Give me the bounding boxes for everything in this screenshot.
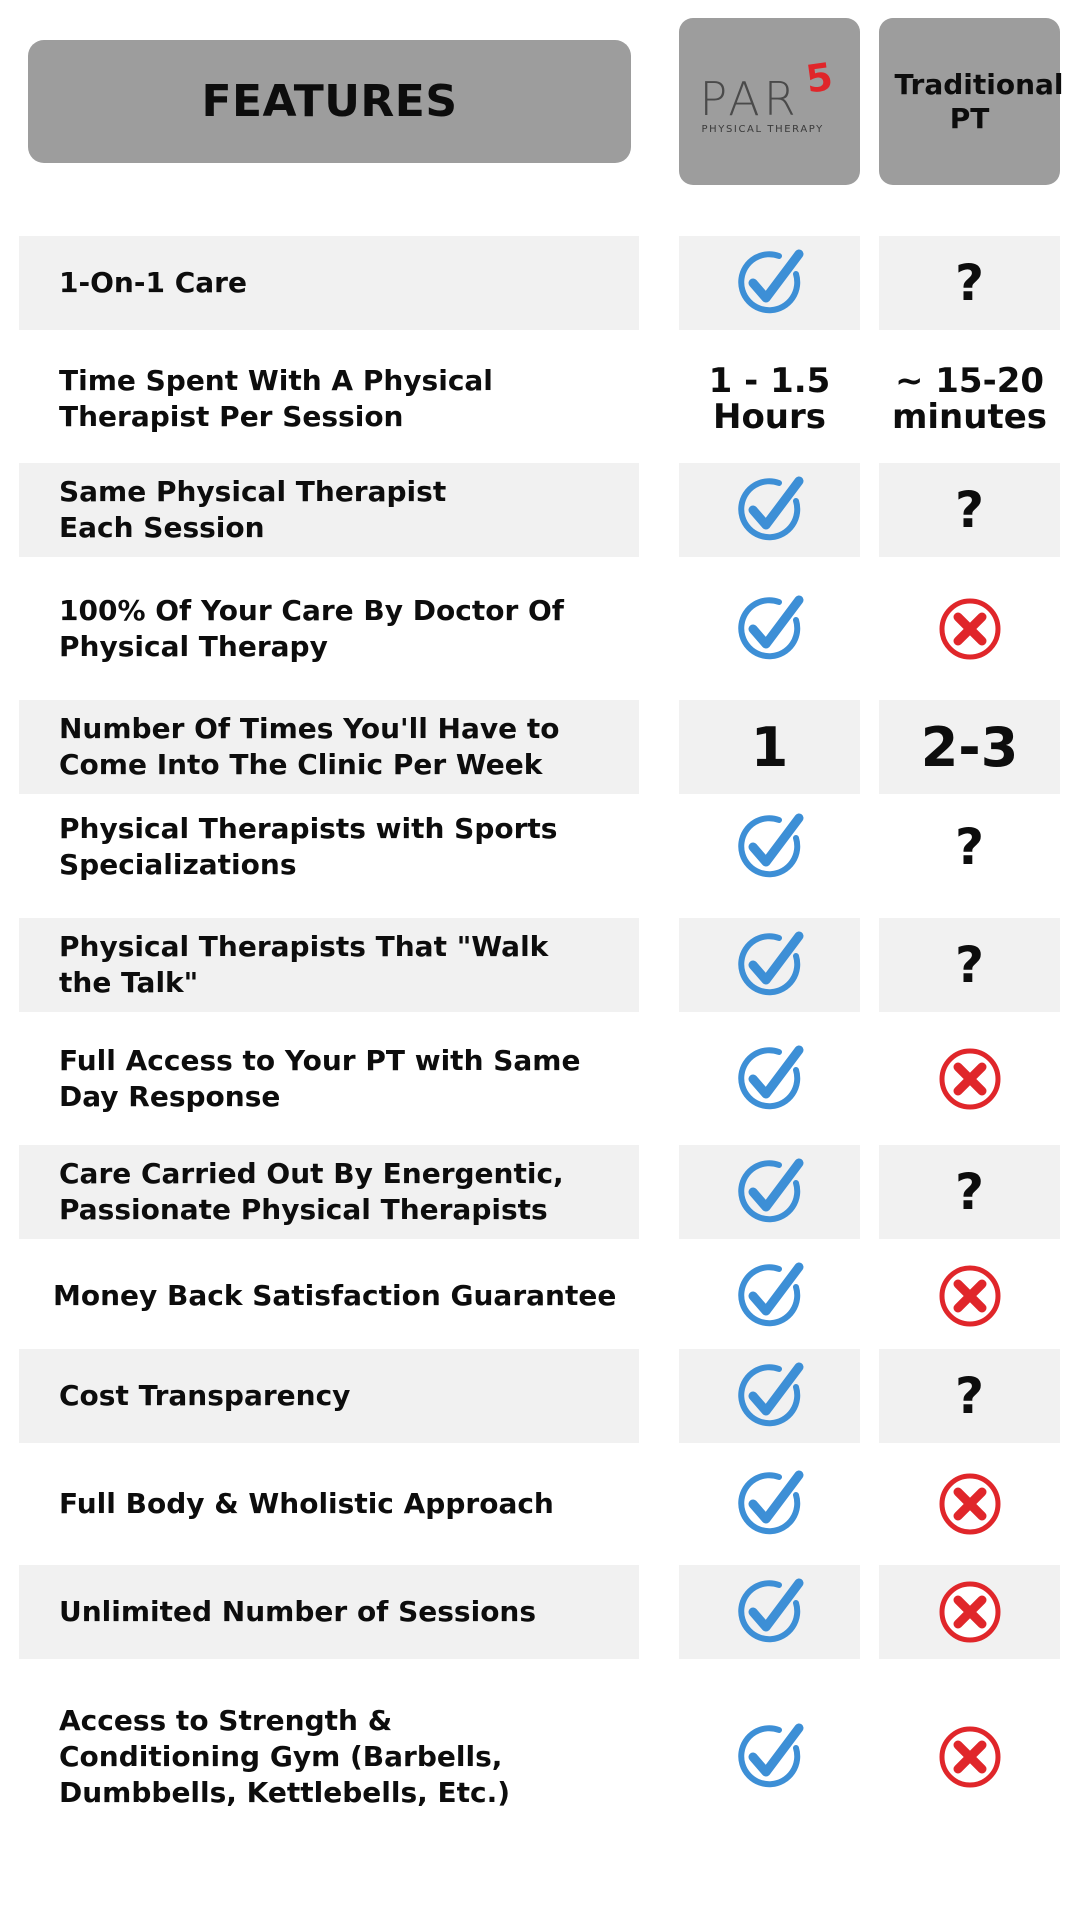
logo-number: 5 [802,53,835,102]
feature-label: Full Access to Your PT with Same Day Response [59,1044,581,1113]
traditional-cell [879,1349,1060,1443]
question-mark: ? [954,481,984,539]
feature-cell [19,344,639,454]
check-icon [735,1261,805,1331]
par5-cell [679,1145,860,1239]
traditional-cell [879,582,1060,676]
par5-cell [679,463,860,557]
feature-label: Full Body & Wholistic Approach [59,1487,554,1520]
check-icon [735,475,805,545]
traditional-cell [879,236,1060,330]
question-mark: ? [954,1367,984,1425]
feature-cell [19,918,639,1012]
traditional-cell [879,800,1060,894]
feature-label: Time Spent With A Physical Therapist Per Session [59,364,493,433]
question-mark: ? [954,818,984,876]
feature-label: Access to Strength & Conditioning Gym (Barbells, Dumbbells, Kettlebells, Etc.) [59,1704,511,1809]
cross-icon [938,1264,1002,1328]
par5-cell [679,918,860,1012]
par5-cell [679,700,860,794]
feature-label: Money Back Satisfaction Guarantee [53,1279,617,1312]
feature-cell [19,1249,639,1343]
par5-cell [679,800,860,894]
cross-icon [938,1047,1002,1111]
table-row [0,1032,1080,1126]
feature-label: Number Of Times You'll Have to Come Into The Clinic Per Week [59,712,560,781]
value-text: 2-3 [920,715,1019,779]
check-icon [735,1469,805,1539]
traditional-cell [879,1032,1060,1126]
feature-cell [19,1565,639,1659]
table-row [0,918,1080,1012]
check-icon [735,1044,805,1114]
par5-cell [679,344,860,454]
feature-label: Care Carried Out By Energentic, Passionate Physical Therapists [59,1157,564,1226]
feature-cell [19,1145,639,1239]
features-header-label: FEATURES [201,76,458,127]
par5-logo [699,53,840,142]
feature-cell [19,1032,639,1126]
check-icon [735,1577,805,1647]
logo-subtext: PHYSICAL THERAPY [701,123,824,135]
feature-label: Physical Therapists with Sports Specializations [59,812,558,881]
logo-wordmark: PAR [699,71,800,126]
table-row [0,1565,1080,1659]
feature-cell [19,1457,639,1551]
feature-label: 1-On-1 Care [59,266,247,299]
features-header [28,40,631,163]
par5-cell [679,582,860,676]
table-row [0,1692,1080,1822]
feature-label: Physical Therapists That "Walk the Talk" [59,930,549,999]
question-mark: ? [954,936,984,994]
traditional-cell [879,344,1060,454]
check-icon [735,594,805,664]
value-text: 1 - 1.5 Hours [708,361,831,437]
question-mark: ? [954,254,984,312]
check-icon [735,1361,805,1431]
feature-label: Same Physical Therapist Each Session [59,475,447,544]
par5-header [679,18,860,185]
feature-label: Cost Transparency [59,1379,351,1412]
table-row [0,1249,1080,1343]
traditional-cell [879,1692,1060,1822]
feature-cell [19,582,639,676]
table-row [0,700,1080,794]
value-text: 1 [750,715,789,779]
table-row [0,1349,1080,1443]
feature-label: Unlimited Number of Sessions [59,1595,537,1628]
traditional-header [879,18,1064,185]
cross-icon [938,597,1002,661]
cross-icon [938,1580,1002,1644]
feature-cell [19,236,639,330]
check-icon [735,1157,805,1227]
feature-cell [19,700,639,794]
feature-cell [19,1349,639,1443]
par5-cell [679,236,860,330]
cross-icon [938,1472,1002,1536]
table-row [0,800,1080,894]
table-row [0,1145,1080,1239]
traditional-cell [879,918,1060,1012]
feature-label: 100% Of Your Care By Doctor Of Physical Therapy [59,594,564,663]
check-icon [735,1722,805,1792]
traditional-cell [879,700,1060,794]
traditional-cell [879,1565,1060,1659]
par5-cell [679,1349,860,1443]
par5-cell [679,1692,860,1822]
par5-cell [679,1457,860,1551]
table-row [0,344,1080,454]
traditional-cell [879,1249,1060,1343]
check-icon [735,812,805,882]
table-row [0,582,1080,676]
traditional-cell [879,463,1060,557]
traditional-cell [879,1457,1060,1551]
par5-cell [679,1032,860,1126]
table-row [0,463,1080,557]
cross-icon [938,1725,1002,1789]
feature-cell [19,1692,639,1822]
check-icon [735,248,805,318]
question-mark: ? [954,1163,984,1221]
traditional-header-label: Traditional PT [894,67,1064,135]
traditional-cell [879,1145,1060,1239]
feature-cell [19,800,639,894]
par5-cell [679,1249,860,1343]
feature-cell [19,463,639,557]
table-row [0,236,1080,330]
check-icon [735,930,805,1000]
par5-cell [679,1565,860,1659]
table-row [0,1457,1080,1551]
value-text: ~ 15-20 minutes [891,361,1048,437]
